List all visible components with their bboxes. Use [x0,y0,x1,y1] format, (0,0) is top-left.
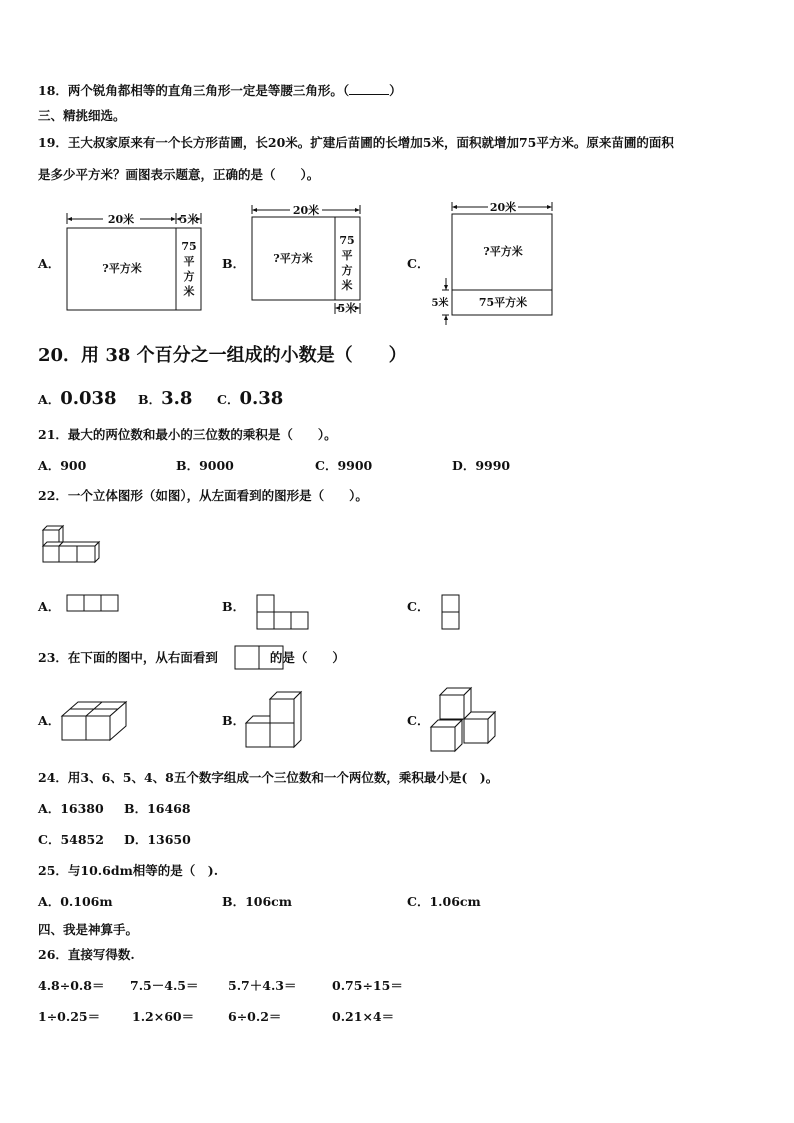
area-label: ?平方米 [273,252,313,265]
q25-option-a[interactable]: A．0.106m [38,894,113,909]
q21-option-b[interactable]: B．9000 [176,458,234,473]
q24-option-b[interactable]: B．16468 [124,801,191,816]
added-area-label: 75平方米 [478,296,528,309]
extension-label: 5米 [431,298,449,309]
q26-problem[interactable]: 7.5－4.5＝ [130,978,199,993]
q22-option-c-label: C． [407,599,430,614]
section-heading-3: 三、精挑细选。 [38,108,126,123]
q23-option-b-label: B． [222,713,246,728]
q21-option-a[interactable]: A．900 [38,458,87,473]
question-22: 22．一个立体图形（如图），从左面看到的图形是（ ）。 [38,488,368,503]
question-19-line-1: 19．王大叔家原来有一个长方形苗圃，长20米。扩建后苗圃的长增加5米，面积就增加75平方米。原来苗圃的面积 [38,135,674,150]
q26-problem[interactable]: 0.21×4＝ [332,1009,395,1024]
q23-option-a-label: A． [38,713,61,728]
question-19-line-2: 是多少平方米？画图表示题意，正确的是（ ）。 [38,167,320,182]
added-area-label: 75 [339,234,355,247]
q26-problem[interactable]: 1.2×60＝ [132,1009,195,1024]
section-heading-4: 四、我是神算手。 [38,922,139,937]
q20-option-b[interactable]: B．3.8 [138,388,193,409]
q24-option-d[interactable]: D．13650 [124,832,191,847]
q25-option-c[interactable]: C．1.06cm [407,894,481,909]
q26-problem[interactable]: 6÷0.2＝ [228,1009,282,1024]
q21-option-d[interactable]: D．9990 [452,458,511,473]
q19-option-a-label: A． [38,256,61,271]
q21-option-c[interactable]: C．9900 [315,458,373,473]
q24-option-c[interactable]: C．54852 [38,832,104,847]
extension-label: 5米 [337,302,357,315]
svg-text:米: 米 [183,285,195,298]
q26-problem[interactable]: 4.8÷0.8＝ [38,978,105,993]
question-23: 23．在下面的图中，从右面看到 的是（ ） [38,650,345,665]
extension-label: 5米 [179,213,199,226]
question-20: 20．用 38 个百分之一组成的小数是（ ） [38,345,407,366]
q22-option-b-label: B． [222,599,246,614]
svg-text:方: 方 [341,264,353,277]
question-18: 18．两个锐角都相等的直角三角形一定是等腰三角形。（ ） [38,83,402,98]
svg-text:方: 方 [183,270,195,283]
q26-problem[interactable]: 1÷0.25＝ [38,1009,101,1024]
q20-option-a[interactable]: A．0.038 [38,388,117,409]
q20-option-c[interactable]: C．0.38 [217,388,284,409]
svg-text:米: 米 [341,279,353,292]
area-label: ?平方米 [102,262,142,275]
question-24: 24．用3、6、5、4、8五个数字组成一个三位数和一个两位数，乘积最小是( )。 [38,770,499,785]
question-26: 26．直接写得数. [38,947,135,962]
area-label: ?平方米 [483,245,523,258]
q26-problem[interactable]: 5.7＋4.3＝ [228,978,297,993]
q22-option-a-label: A． [38,599,61,614]
length-label: 20米 [107,213,135,226]
question-25: 25．与10.6dm相等的是（ ). [38,863,219,878]
q19-option-c-label: C． [407,256,430,271]
svg-text:平: 平 [183,255,195,268]
svg-text:平: 平 [341,249,353,262]
q19-option-b-label: B． [222,256,246,271]
q23-option-c-label: C． [407,713,430,728]
q24-option-a[interactable]: A．16380 [38,801,104,816]
q26-problem[interactable]: 0.75÷15＝ [332,978,403,993]
q25-option-b[interactable]: B．106cm [222,894,293,909]
length-label: 20米 [489,201,517,214]
question-21: 21．最大的两位数和最小的三位数的乘积是（ ）。 [38,427,337,442]
added-area-label: 75 [181,240,197,253]
length-label: 20米 [292,204,320,217]
